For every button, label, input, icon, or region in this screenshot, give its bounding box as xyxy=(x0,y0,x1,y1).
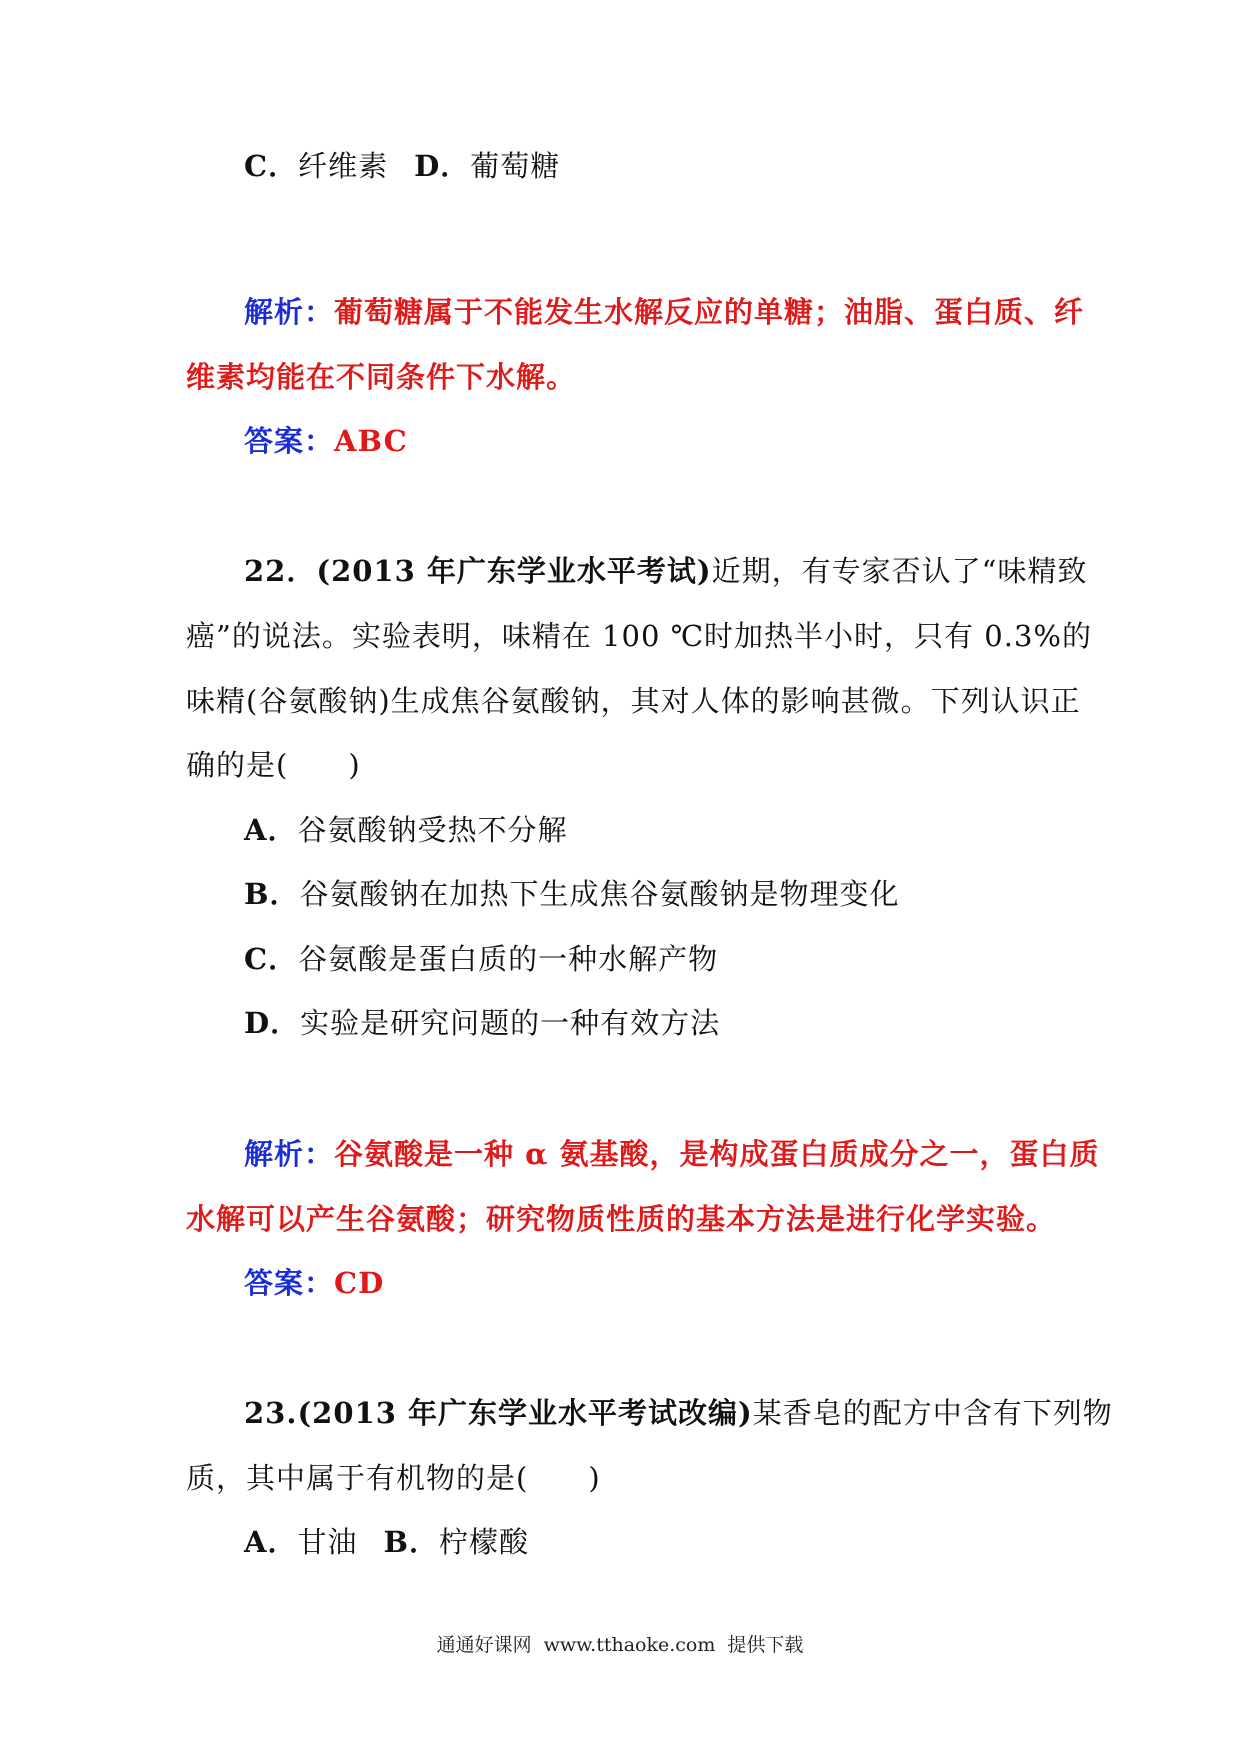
question-number: 22． xyxy=(244,554,317,588)
answer-label: 答案： xyxy=(244,424,335,458)
option-label: B． xyxy=(244,877,300,911)
option-a-text: 甘油 xyxy=(297,1525,358,1559)
option-a-label: A． xyxy=(244,1525,298,1559)
q22-analysis-line2: 水解可以产生谷氨酸；研究物质性质的基本方法是进行化学实验。 xyxy=(186,1202,1057,1236)
q21-answer xyxy=(244,421,408,461)
option-label: A． xyxy=(244,813,298,847)
q22-stem-line4: 确的是( ) xyxy=(186,748,361,782)
footer-site-name: 通通好课网 xyxy=(436,1634,532,1656)
q21-options-cd xyxy=(244,146,560,186)
page-footer xyxy=(0,1630,1240,1657)
q22-stem-line1 xyxy=(244,551,1087,591)
question-text: 近期，有专家否认了“味精致 xyxy=(711,554,1088,588)
q22-analysis-line1 xyxy=(244,1134,1100,1174)
answer-label: 答案： xyxy=(244,1266,335,1300)
option-text: 实验是研究问题的一种有效方法 xyxy=(300,1006,721,1040)
analysis-label: 解析： xyxy=(244,1137,335,1171)
option-d-text: 葡萄糖 xyxy=(470,149,561,183)
question-source: (2013 年广东学业水平考试改编) xyxy=(297,1396,753,1430)
q22-option-c xyxy=(244,939,718,979)
q21-analysis-line1 xyxy=(244,292,1084,332)
q23-options-ab xyxy=(244,1522,529,1562)
q22-option-b xyxy=(244,874,900,914)
question-source: (2013 年广东学业水平考试) xyxy=(316,554,712,588)
option-text: 谷氨酸钠在加热下生成焦谷氨酸钠是物理变化 xyxy=(299,877,900,911)
q22-option-a xyxy=(244,810,568,850)
q22-option-d xyxy=(244,1003,720,1043)
q23-stem-line1 xyxy=(244,1393,1113,1433)
answer-value: CD xyxy=(334,1266,385,1300)
option-c-label: C． xyxy=(244,149,299,183)
analysis-text: 葡萄糖属于不能发生水解反应的单糖；油脂、蛋白质、纤 xyxy=(334,295,1085,329)
option-b-text: 柠檬酸 xyxy=(439,1525,530,1559)
q22-stem-line2: 癌”的说法。实验表明，味精在 100 ℃时加热半小时，只有 0.3%的 xyxy=(186,619,1092,653)
option-b-label: B． xyxy=(383,1525,440,1559)
option-label: C． xyxy=(244,942,299,976)
footer-url[interactable]: www.tthaoke.com xyxy=(543,1634,716,1656)
option-text: 谷氨酸钠受热不分解 xyxy=(297,813,568,847)
option-d-label: D． xyxy=(414,149,471,183)
footer-suffix: 提供下载 xyxy=(727,1634,804,1656)
q23-stem-line2: 质，其中属于有机物的是( ) xyxy=(186,1461,601,1495)
analysis-label: 解析： xyxy=(244,295,335,329)
option-label: D． xyxy=(244,1006,301,1040)
analysis-text: 谷氨酸是一种 α 氨基酸，是构成蛋白质成分之一，蛋白质 xyxy=(334,1137,1100,1171)
answer-value: ABC xyxy=(334,424,408,458)
question-text: 某香皂的配方中含有下列物 xyxy=(752,1396,1113,1430)
option-c-text: 纤维素 xyxy=(298,149,389,183)
q22-stem-line3: 味精(谷氨酸钠)生成焦谷氨酸钠，其对人体的影响甚微。下列认识正 xyxy=(186,684,1081,718)
option-text: 谷氨酸是蛋白质的一种水解产物 xyxy=(298,942,719,976)
question-number: 23. xyxy=(244,1396,298,1430)
q21-analysis-line2: 维素均能在不同条件下水解。 xyxy=(186,360,577,394)
q22-answer xyxy=(244,1263,384,1303)
